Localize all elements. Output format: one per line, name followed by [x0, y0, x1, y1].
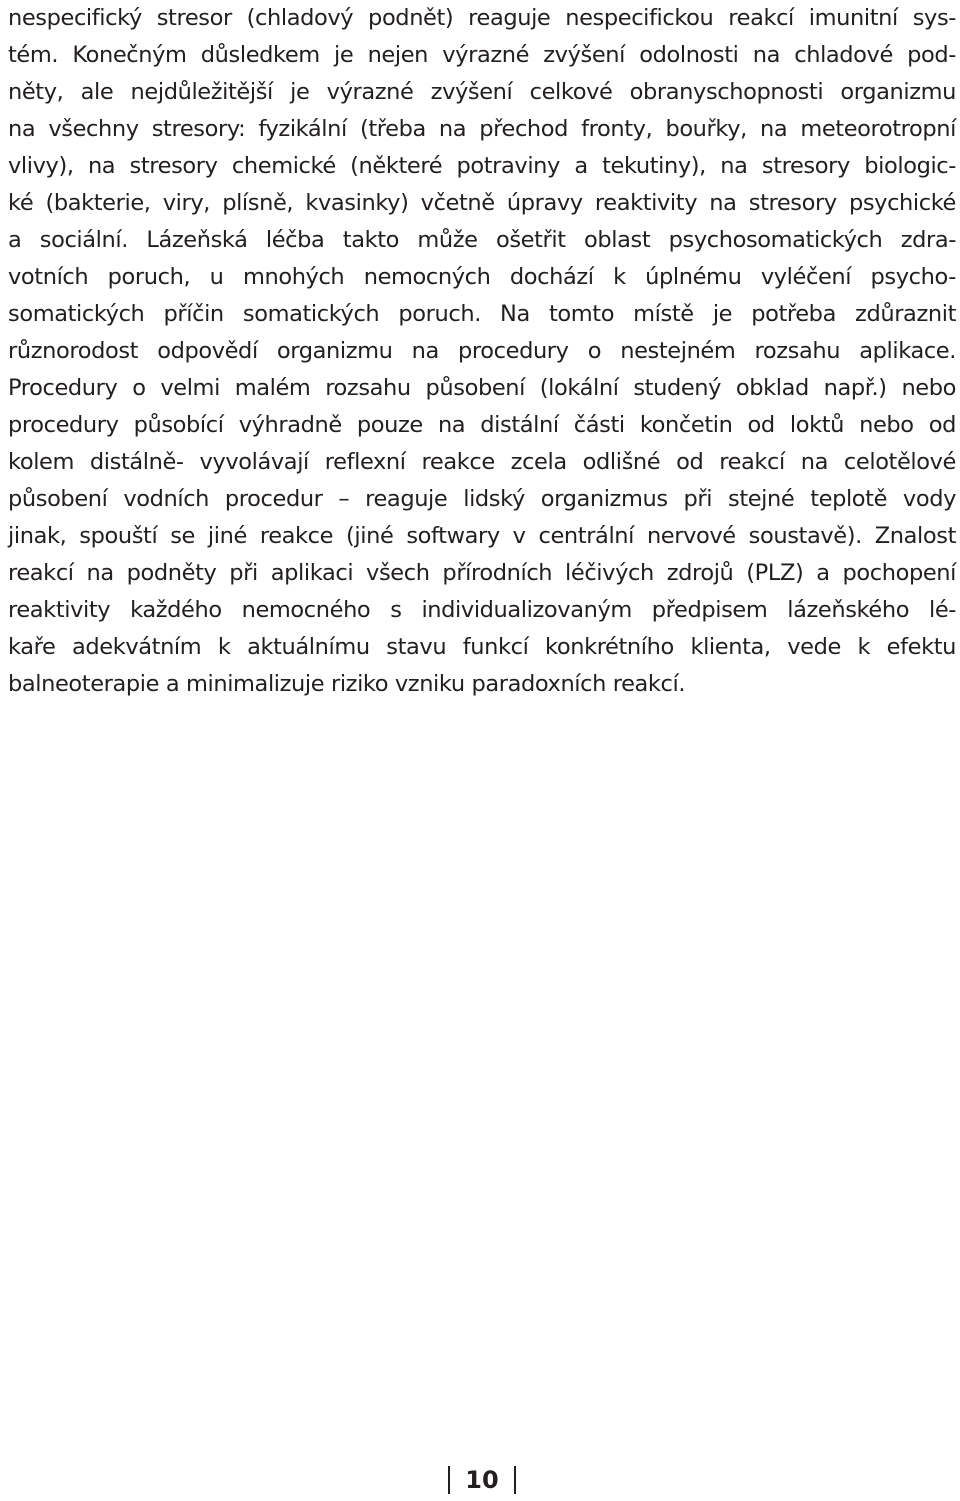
text-line-last: balneoterapie a minimalizuje riziko vzniku paradoxních reakcí.: [8, 671, 686, 697]
text-line: tém. Konečným důsledkem je nejen výrazné zvýšení odolnosti na chladové pod-: [8, 42, 956, 68]
text-line: působení vodních procedur – reaguje lidský organizmus při stejné teplotě vody: [8, 486, 956, 512]
text-line: kaře adekvátním k aktuálnímu stavu funkcí konkrétního klienta, vede k efektu: [8, 634, 956, 660]
body-text: [8, 0, 956, 703]
text-line: různorodost odpovědí organizmu na procedury o nestejném rozsahu aplikace.: [8, 338, 956, 364]
footer-divider-right: [514, 1466, 516, 1494]
text-line: ké (bakterie, viry, plísně, kvasinky) včetně úpravy reaktivity na stresory psychické: [8, 190, 956, 216]
text-line: a sociální. Lázeňská léčba takto může ošetřit oblast psychosomatických zdra-: [8, 227, 956, 253]
text-line: jinak, spouští se jiné reakce (jiné softwary v centrální nervové soustavě). Znalost: [8, 523, 956, 549]
text-line: reaktivity každého nemocného s individualizovaným předpisem lázeňského lé-: [8, 597, 956, 623]
text-line: něty, ale nejdůležitější je výrazné zvýšení celkové obranyschopnosti organizmu: [8, 79, 956, 105]
text-line: nespecifický stresor (chladový podnět) reaguje nespecifickou reakcí imunitní sys-: [8, 5, 956, 31]
text-line: procedury působící výhradně pouze na distální části končetin od loktů nebo od: [8, 412, 956, 438]
text-line: Procedury o velmi malém rozsahu působení (lokální studený obklad např.) nebo: [8, 375, 956, 401]
text-line: vlivy), na stresory chemické (některé potraviny a tekutiny), na stresory biologic-: [8, 153, 956, 179]
page-number: 10: [465, 1466, 499, 1494]
page-footer: [448, 1462, 516, 1498]
text-line: somatických příčin somatických poruch. Na tomto místě je potřeba zdůraznit: [8, 301, 956, 327]
text-line: na všechny stresory: fyzikální (třeba na přechod fronty, bouřky, na meteorotropní: [8, 116, 956, 142]
text-line: reakcí na podněty při aplikaci všech přírodních léčivých zdrojů (PLZ) a pochopení: [8, 560, 956, 586]
text-line: votních poruch, u mnohých nemocných dochází k úplnému vyléčení psycho-: [8, 264, 956, 290]
text-line: kolem distálně- vyvolávají reflexní reakce zcela odlišné od reakcí na celotělové: [8, 449, 956, 475]
